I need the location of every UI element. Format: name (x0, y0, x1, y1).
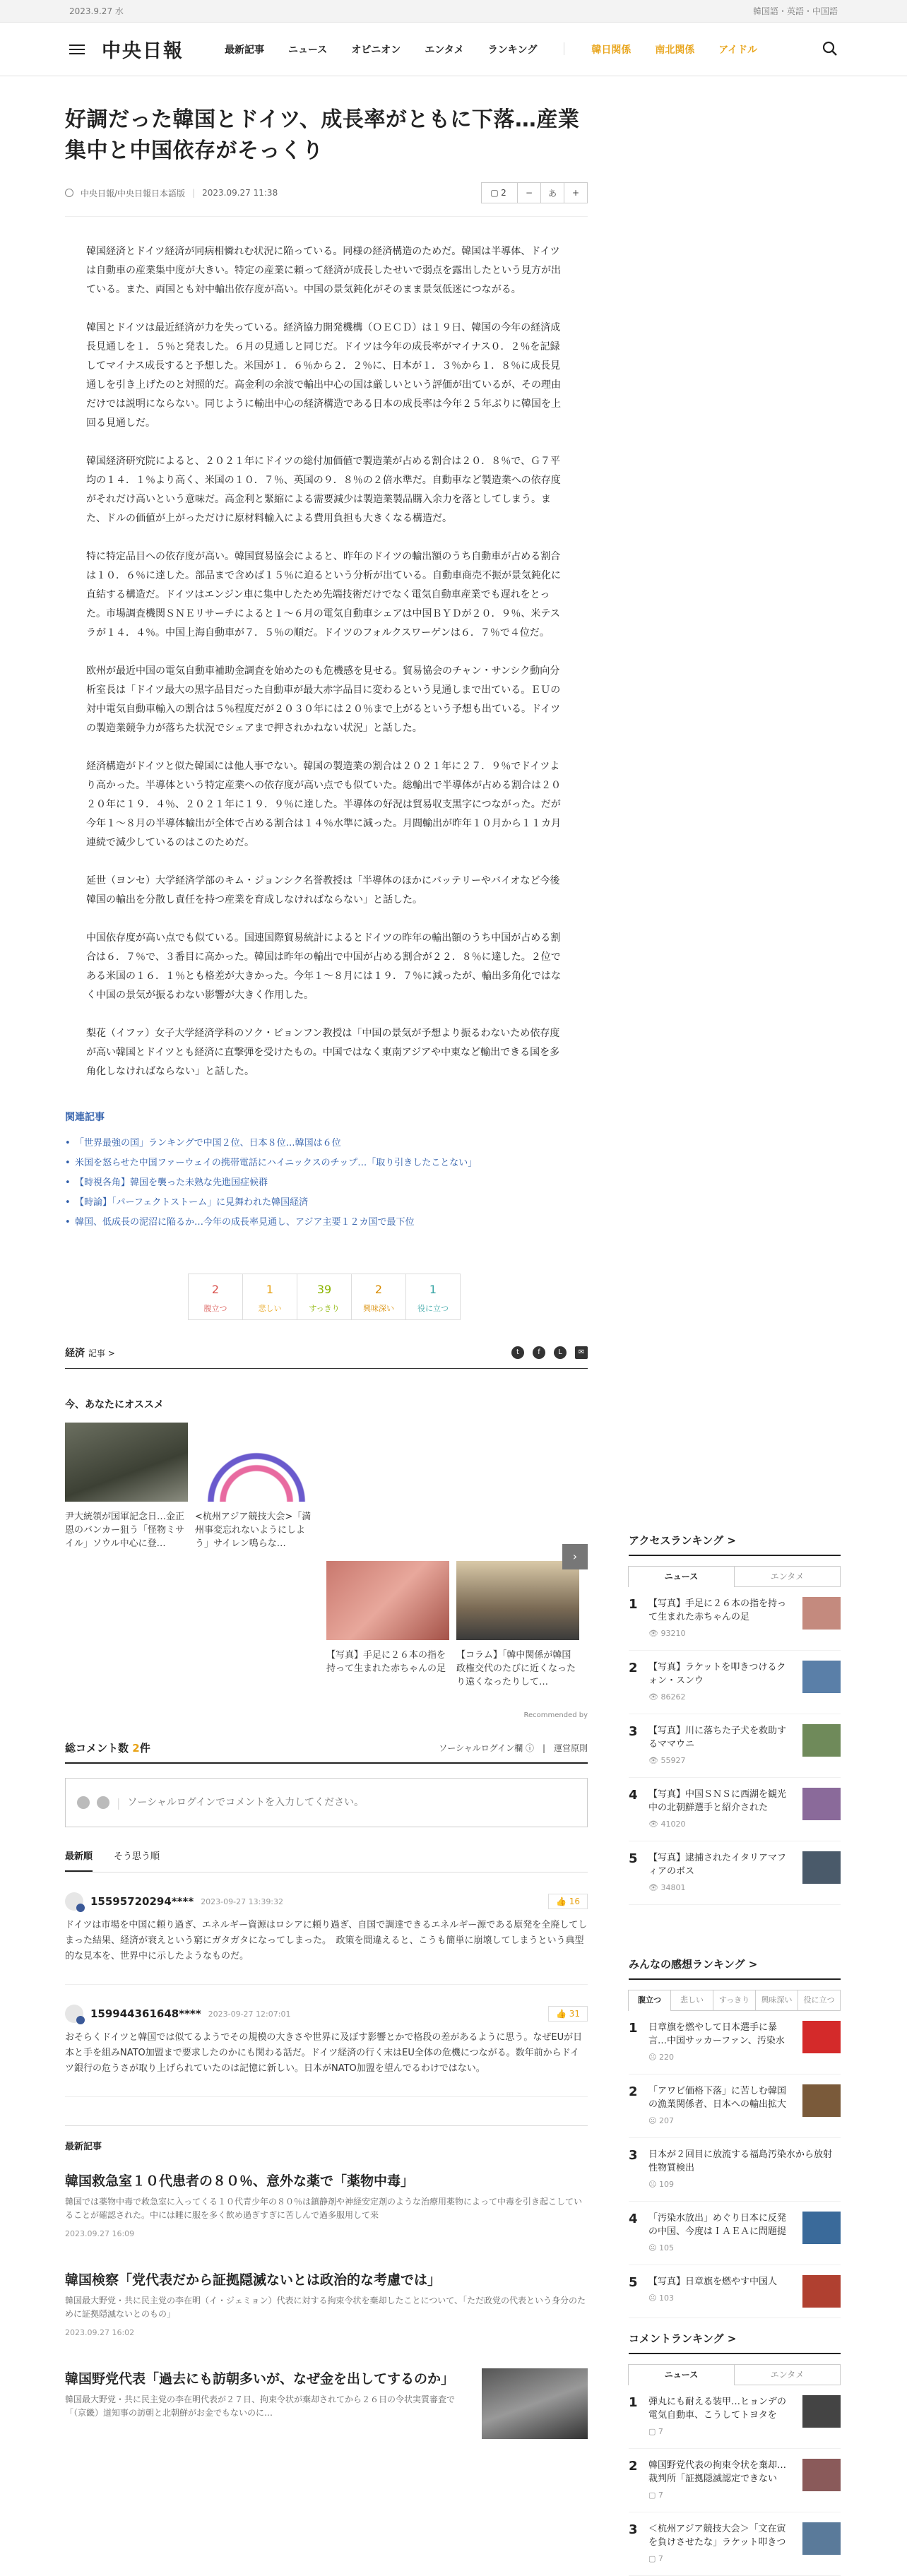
twitter-login-icon[interactable] (77, 1796, 90, 1809)
rank-item[interactable] (629, 1714, 841, 1778)
rank-text: 「汚染水放出」めぐり日本に反発の中国、今度はＩＡＥＡに問題提 (648, 2213, 787, 2237)
comment-text: ドイツは市場を中国に頼り過ぎ、エネルギー資源はロシアに頼り過ぎ、自国で調達できるエネルギー源である原発を全廃してしまった結果、経済が衰えという窮にガタガタになってしまった。 政策を間違えると、こうも簡単に崩壊してしまうという典型的な見本を、世界中に示したようなものだ。 (65, 1920, 588, 1961)
rank-text: 【写真】手足に２６本の指を持って生まれた赤ちゃんの足 (648, 1598, 787, 1622)
recommend-card[interactable] (65, 1423, 188, 1550)
reaction-angry[interactable] (188, 1274, 243, 1320)
tab-angry[interactable]: 腹立つ (628, 1990, 671, 2011)
rank-text: 【写真】中国ＳＮＳに西湖を観光中の北朝鮮選手と紹介された (648, 1789, 787, 1813)
rank-text: 【写真】日章旗を燃やす中国人 (648, 2277, 778, 2287)
reaction-count: 1 (266, 1283, 274, 1296)
tab-entertainment[interactable]: エンタメ (734, 1566, 841, 1587)
rank-text: 弾丸にも耐える装甲…ヒョンデの電気自動車、こうしてトヨタを (648, 2397, 787, 2421)
comment-date: 2023-09-27 13:39:32 (201, 1897, 284, 1906)
reaction-refreshing[interactable] (297, 1274, 352, 1320)
sidebar-feeling-ranking (629, 1957, 841, 2318)
comment-count: ▢ 7 (648, 2427, 663, 2436)
rank-number: 3 (629, 1724, 638, 1739)
reaction-count: 1 (429, 1283, 437, 1296)
reaction-count: ☹ 103 (648, 2293, 674, 2303)
article-byline (65, 182, 588, 217)
menu-icon[interactable] (69, 42, 85, 57)
comment-count: ▢ 7 (648, 2554, 663, 2563)
latest-title: 最新記事 (65, 2142, 102, 2152)
article-paragraph: 経済構造がドイツと似た韓国には他人事でない。韓国の製造業の割合は２０２１年に２７．９％でドイツより高かった。半導体という特定産業への依存度が高い点でも似ていた。総輸出で半導体が占める割合は２０２０年に１９．４％、２０２１年に１９．９％に達した。半導体の好況は貿易収支黒字につながった。だが今年１～８月の半導体輸出が全体で占める割合は１４％水準に減った。月間輸出が昨年１０月から１１カ月連続で減少しているのはこのためだ。 (86, 761, 561, 848)
rank-thumbnail (802, 1788, 841, 1820)
tab-news[interactable]: ニュース (628, 1566, 735, 1587)
rank-number: 1 (629, 1597, 638, 1612)
avatar (65, 1892, 83, 1911)
rank-thumbnail (802, 2275, 841, 2308)
rank-item[interactable] (629, 2385, 841, 2449)
related-link[interactable]: • 米国を怒らせた中国ファーウェイの携帯電話にハイニックスのチップ…「取り引きしたことない」 (65, 1153, 588, 1173)
mail-icon[interactable]: ✉ (575, 1346, 588, 1359)
nav-news[interactable]: ニュース (288, 44, 328, 56)
recommend-text: 【写真】手足に２６本の指を持って生まれた赤ちゃんの足 (326, 1650, 446, 1674)
comment-input[interactable] (127, 1797, 576, 1808)
rank-text: 日章旗を燃やして日本選手に暴言…中国サッカーファン、汚染水 (648, 2022, 785, 2046)
view-count: 👁 41020 (648, 1820, 686, 1829)
latest-item[interactable] (65, 2269, 588, 2337)
nav-idol[interactable]: アイドル (718, 44, 758, 56)
latest-thumbnail (482, 2368, 588, 2439)
nav-north-south[interactable]: 南北関係 (655, 44, 695, 56)
share-bar (65, 1346, 588, 1369)
recommend-text: 尹大統領が国軍記念日…金正恩のバンカー狙う「怪物ミサイル」ソウル中心に登… (65, 1512, 185, 1549)
rank-thumbnail (802, 1597, 841, 1630)
tab-news[interactable]: ニュース (628, 2364, 735, 2385)
current-date: 2023.9.27 水 (69, 6, 124, 16)
article-body (65, 217, 588, 1081)
latest-meta: 2023.09.27 16:02 (65, 2328, 135, 2337)
nav-entertainment[interactable]: エンタメ (425, 44, 464, 56)
like-button[interactable]: 👍 16 (548, 1894, 588, 1909)
latest-desc: 韓国最大野党・共に民主党の李在明代表が２７日、拘束令状が棄却されてから２６日の令状実質審査で「（京畿）道知事の訪朝と北朝鮮がお金でもないのに… (65, 2394, 456, 2418)
latest-headline: 韓国救急室１０代患者の８０％、意外な薬で「薬物中毒」 (65, 2173, 415, 2189)
comments-count: 2 (132, 1742, 140, 1755)
comment-sort-tabs (65, 1848, 588, 1872)
comments-title: 総コメント数 (65, 1742, 129, 1755)
rank-number: 1 (629, 2395, 638, 2410)
recommend-grid (65, 1423, 588, 1726)
tab-interesting[interactable]: 興味深い (755, 1990, 798, 2011)
rank-item[interactable] (629, 1841, 841, 1905)
reaction-count: 39 (316, 1283, 332, 1296)
reaction-label: 興味深い (363, 1304, 394, 1313)
comment-count: 2 (501, 188, 506, 198)
rank-item[interactable] (629, 2449, 841, 2512)
reaction-count: 2 (374, 1283, 383, 1296)
line-icon[interactable]: L (554, 1346, 567, 1359)
article-paragraph: 韓国とドイツは最近経済が力を失っている。経済協力開発機構（ＯＥＣＤ）は１９日、韓国の今年の経済成長見通しを１．５％と発表した。６月の見通しと同じだ。ドイツは今年の成長率がマイナス０．２％を記録してマイナス成長すると予想した。米国が１．６％から２．２％に、日本が１．３％から１．８％に成長見通しを引き上げたのと対照的だ。高金利の余波で輸出中心の国は厳しいという評価が出ているが、その理由だけでは説明にならない。同じように輸出中心の経済構造である日本の成長率は今年２５年ぶりに韓国を上回る見通しだ。 (86, 322, 561, 429)
recommend-card[interactable] (195, 1423, 318, 1550)
rank-text: 日本が２回目に放流する福島汚染水から放射性物質検出 (648, 2149, 833, 2173)
comment-count-button[interactable] (481, 182, 518, 203)
article-paragraph: 中国依存度が高い点でも似ている。国連国際貿易統計によるとドイツの昨年の輸出額のうち中国が占める割合は６．７％で、３番目に高かった。韓国は昨年の輸出で中国が占める割合が２２．８％に達した。２位である米国の１６．１％とも格差が大きかった。今年１～８月には１９．７％に減ったが、輸出多角化ではなく中国の景気が振るわない影響が大きく作用した。 (86, 932, 561, 1001)
rank-thumbnail (802, 2459, 841, 2491)
tab-sad[interactable]: 悲しい (670, 1990, 713, 2011)
rank-item[interactable] (629, 2138, 841, 2202)
rank-number: 4 (629, 2212, 638, 2226)
article-date: 2023.09.27 11:38 (202, 188, 278, 198)
rank-thumbnail (802, 2084, 841, 2117)
recommend-text: 【コラム】「韓中関係が韓国政権交代のたびに近くなったり遠くなったりして… (456, 1650, 576, 1687)
article-tools (482, 182, 588, 203)
comments-unit: 件 (139, 1742, 150, 1755)
recommend-card[interactable] (326, 1561, 449, 1675)
facebook-login-icon[interactable] (97, 1796, 109, 1809)
comment-item (65, 1985, 588, 2097)
article-paragraph: 延世（ヨンセ）大学経済学部のキム・ジョンシク名誉教授は「半導体のほかにバッテリーやバイオなど今後韓国の輸出を分散し責任を持つ産業を育成しなければならない」と話した。 (86, 875, 560, 906)
reaction-interesting[interactable] (351, 1274, 406, 1320)
rank-thumbnail (802, 2212, 841, 2244)
view-count: 👁 93210 (648, 1629, 686, 1638)
reaction-label: 腹立つ (203, 1304, 227, 1313)
rank-number: 2 (629, 2084, 638, 2099)
font-decrease-button[interactable]: − (517, 182, 541, 203)
reaction-count: ☹ 109 (648, 2180, 674, 2189)
reaction-count: ☹ 105 (648, 2243, 674, 2252)
font-size-label: あ (540, 182, 564, 203)
latest-item[interactable] (65, 2368, 588, 2420)
related-link[interactable]: • 【時視各角】韓国を襲った未熟な先進国症候群 (65, 1173, 588, 1193)
related-link[interactable]: • 【時論】「パーフェクトストーム」に見舞われた韓国経済 (65, 1193, 588, 1213)
rank-thumbnail (802, 1661, 841, 1693)
comment-bubble-icon: ▢ (490, 188, 499, 198)
reaction-count: ☹ 220 (648, 2053, 674, 2062)
tab-entertainment[interactable]: エンタメ (734, 2364, 841, 2385)
nav-ranking[interactable]: ランキング (487, 44, 538, 56)
like-count: 16 (569, 1897, 580, 1906)
carousel-next-button[interactable]: › (562, 1544, 588, 1569)
latest-headline: 韓国野党代表「過去にも訪朝多いが、なぜ金を出してするのか」 (65, 2371, 455, 2387)
avatar (65, 2005, 83, 2023)
article-paragraph: 欧州が最近中国の電気自動車補助金調査を始めたのも危機感を見せる。貿易協会のチャン・サンシク動向分析室長は「ドイツ最大の黒字品目だった自動車が最大赤字品目に変わるという見通しまで出ている。ＥＵの対中電気自動車輸入の割合は５％程度だが２０３０年には２０％まで上がるという予想も出ている。ドイツの製造業競争力が落ちた状況でシェアまで押されかねない状況」と話した。 (86, 665, 561, 734)
facebook-icon[interactable]: f (533, 1346, 545, 1359)
tab-refreshing[interactable]: すっきり (713, 1990, 756, 2011)
comment-author: 15595720294**** (90, 1895, 194, 1908)
social-login-link[interactable]: ソーシャルログイン欄 (439, 1743, 523, 1753)
source-logo-icon (65, 189, 73, 197)
latest-item[interactable] (65, 2171, 588, 2238)
access-ranking-title[interactable]: アクセスランキング > (629, 1533, 841, 1556)
recommend-title: 今、あなたにオススメ (65, 1399, 164, 1411)
feeling-ranking-title[interactable]: みんなの感想ランキング > (629, 1957, 841, 1980)
latest-articles (65, 2125, 588, 2420)
site-logo[interactable]: 中央日報 (102, 40, 184, 62)
rank-item[interactable] (629, 2512, 841, 2576)
rank-item[interactable] (629, 1651, 841, 1714)
reaction-sad[interactable] (242, 1274, 297, 1320)
rank-number: 4 (629, 1788, 638, 1803)
reaction-count: 2 (211, 1283, 220, 1296)
article-paragraph: 特に特定品目への依存度が高い。韓国貿易協会によると、昨年のドイツの輸出額のうち自動車が占める割合は１０．６％に達した。部品まで含めば１５％に迫るという分析が出ている。自動車商売不振が景気鈍化に直結する構造だ。ドイツはエンジン車に集中したため先端技術だけでなく電気自動車産業でも遅れをとった。市場調査機関ＳＮＥリサーチによると１～６月の電気自動車シェアは中国ＢＹＤが２０．９％、米テスラが１４．４％。中国上海自動車が７．５％の順だ。ドイツのフォルクスワーゲンは６．７％で４位だ。 (86, 551, 561, 639)
related-articles (65, 1110, 588, 1233)
rank-number: 3 (629, 2522, 638, 2537)
top-utility-bar (0, 0, 907, 23)
language-links[interactable]: 韓国語・英語・中国語 (752, 6, 838, 16)
font-increase-button[interactable]: + (564, 182, 588, 203)
recommend-image (326, 1561, 449, 1640)
rank-item[interactable] (629, 2265, 841, 2318)
comment-count: ▢ 7 (648, 2491, 663, 2500)
latest-desc: 韓国最大野党・共に民主党の李在明（イ・ジェミョン）代表に対する拘束令状を棄却したことについて、「ただ政党の代表という身分のために証拠隠滅ないとのもの」 (65, 2296, 586, 2319)
category-suffix: 記事 > (88, 1348, 115, 1358)
tab-helpful[interactable]: 役に立つ (798, 1990, 841, 2011)
recommend-image (195, 1423, 318, 1502)
comment-input-box (65, 1778, 588, 1827)
latest-headline: 韓国検察「党代表だから証拠隠滅ないとは政治的な考慮では」 (65, 2272, 441, 2288)
byline-divider: | (192, 188, 196, 198)
rank-text: 【写真】ラケットを叩きつけるクォン・スンウ (648, 1662, 786, 1686)
comment-author: 159944361648**** (90, 2007, 201, 2020)
rank-number: 3 (629, 2148, 638, 2163)
article-paragraph: 韓国経済とドイツ経済が同病相憐れむ状況に陥っている。同様の経済構造のためだ。韓国は半導体、ドイツは自動車の産業集中度が大きい。特定の産業に頼って経済が成長したせいで弱点を露出したという見方が出ている。また、両国とも対中輸出依存度が高い。中国の景気鈍化がそのまま景気低迷につながる。 (86, 246, 561, 295)
nav-korea-japan[interactable]: 韓日関係 (591, 44, 632, 56)
comment-item (65, 1872, 588, 1985)
view-count: 👁 86262 (648, 1692, 686, 1702)
nav-latest[interactable]: 最新記事 (225, 44, 264, 56)
rank-number: 2 (629, 1661, 638, 1675)
article-paragraph: 韓国経済研究院によると、２０２１年にドイツの総付加価値で製造業が占める割合は２０．８％で、Ｇ７平均の１４．１％より高く、米国の１０．７％、英国の９．８％の２倍水準だ。自動車など製造業への依存度がそれだけ高いという意味だ。高金利と緊縮による需要減少は製造業製品購入余力を落としてしまう。また、ドルの価値が上がっただけに原材料輸入による費用負担も大きくなる構造だ。 (86, 456, 561, 524)
main-column (65, 76, 588, 2451)
recommend-text: <杭州アジア競技大会>「満州事変忘れないようにしよう」サイレン鳴らな… (195, 1512, 312, 1549)
rank-text: 韓国野党代表の拘束令状を棄却…裁判所「証拠隠滅認定できない (648, 2460, 787, 2484)
rank-number: 1 (629, 2021, 638, 2036)
rank-thumbnail (802, 1724, 841, 1757)
rank-text: ＜杭州アジア競技大会＞「文在寅を負けさせたな」ラケット叩きつ (648, 2524, 786, 2548)
reaction-count: ☹ 207 (648, 2116, 674, 2125)
reaction-helpful[interactable] (405, 1274, 461, 1320)
article-title: 好調だった韓国とドイツ、成長率がともに下落…産業集中と中国依存がそっくり (65, 107, 580, 163)
related-link[interactable]: • 「世界最強の国」ランキングで中国２位、日本８位…韓国は６位 (65, 1134, 588, 1153)
category-name: 経済 (65, 1348, 85, 1359)
reaction-buttons (189, 1274, 464, 1320)
comment-ranking-title[interactable]: コメントランキング > (629, 2331, 841, 2354)
rank-item[interactable] (629, 2075, 841, 2138)
view-count: 👁 55927 (648, 1756, 686, 1765)
category-link[interactable] (65, 1346, 115, 1360)
reaction-label: すっきり (309, 1304, 340, 1313)
rank-number: 2 (629, 2459, 638, 2474)
rules-link[interactable]: 運営原則 (553, 1743, 588, 1753)
related-link[interactable]: • 韓国、低成長の泥沼に陥るか…今年の成長率見通し、アジア主要１２カ国で最下位 (65, 1213, 588, 1233)
like-count: 31 (569, 2009, 580, 2019)
rank-item[interactable] (629, 1587, 841, 1651)
site-header (0, 23, 907, 76)
comment-date: 2023-09-27 12:07:01 (208, 2009, 291, 2019)
sidebar-comment-ranking (629, 2331, 841, 2576)
main-nav (225, 42, 757, 57)
rank-item[interactable] (629, 2011, 841, 2075)
tab-agree[interactable]: そう思う順 (114, 1851, 160, 1862)
rank-number: 5 (629, 1851, 638, 1866)
rank-number: 5 (629, 2275, 638, 2290)
rank-thumbnail (802, 2395, 841, 2428)
rank-text: 「アワビ価格下落」に苦しむ韓国の漁業関係者、日本への輸出拡大 (648, 2086, 787, 2110)
like-button[interactable]: 👍 31 (548, 2006, 588, 2022)
latest-desc: 韓国では薬物中毒で救急室に入ってくる１０代青少年の８０％は鎮静剤や神経安定剤のような治療用薬物によって中毒を引き起こしていることが確認された。中には睡に服を多く飲め過ぎすぎに苦しんで過多服用して来 (65, 2197, 583, 2220)
nav-opinion[interactable]: オピニオン (351, 44, 401, 56)
sidebar-access-ranking (629, 1533, 841, 1905)
comments-header: 総コメント数 2件 ソーシャルログイン欄 ⓘ | 運営原則 (65, 1740, 588, 1764)
tab-latest[interactable]: 最新順 (65, 1848, 93, 1872)
recommended-by: Recommended by (523, 1711, 588, 1719)
article-paragraph: 梨花（イファ）女子大学経済学科のソク・ビョンフン教授は「中国の景気が予想より振るわないため依存度が高い韓国とドイツとも経済に直撃弾を受けたもの。中国ではなく東南アジアや中東など輸出できる国を多角化しなければならない」と話した。 (86, 1028, 560, 1077)
reaction-label: 悲しい (258, 1304, 282, 1313)
rank-text: 【写真】川に落ちた子犬を救助するママウニ (648, 1726, 787, 1750)
rank-item[interactable] (629, 2202, 841, 2265)
input-divider: | (117, 1796, 121, 1810)
rank-thumbnail (802, 1851, 841, 1884)
rank-thumbnail (802, 2021, 841, 2053)
rank-text: 【写真】逮捕されたイタリアマフィアのボス (648, 1853, 787, 1877)
search-icon[interactable] (822, 41, 838, 57)
rank-thumbnail (802, 2522, 841, 2555)
latest-meta: 2023.09.27 16:09 (65, 2229, 135, 2238)
rank-item[interactable] (629, 1778, 841, 1841)
recommend-card[interactable] (456, 1561, 579, 1689)
article-source: 中央日報/中央日報日本語版 (81, 188, 186, 198)
recommend-image (65, 1423, 188, 1502)
view-count: 👁 34801 (648, 1883, 686, 1892)
reaction-label: 役に立つ (417, 1304, 449, 1313)
related-title: 関連記事 (65, 1112, 105, 1123)
recommend-image (456, 1561, 579, 1640)
comment-text: おそらくドイツと韓国では似てるようでその規模の大きさや世界に及ぼす影響とかで格段の差があるように思う。なぜEUが日本と手を組みNATO加盟まで要求したのかにも関わる話だ。ドイツ経済の行く末はEU全体の危機につながる。数年前からドイツ銀行の危うさが取り上げられていたのは記憶に新しい。日本がNATO加盟を望んでるわけではない。 (65, 2032, 583, 2074)
twitter-icon[interactable]: t (511, 1346, 524, 1359)
